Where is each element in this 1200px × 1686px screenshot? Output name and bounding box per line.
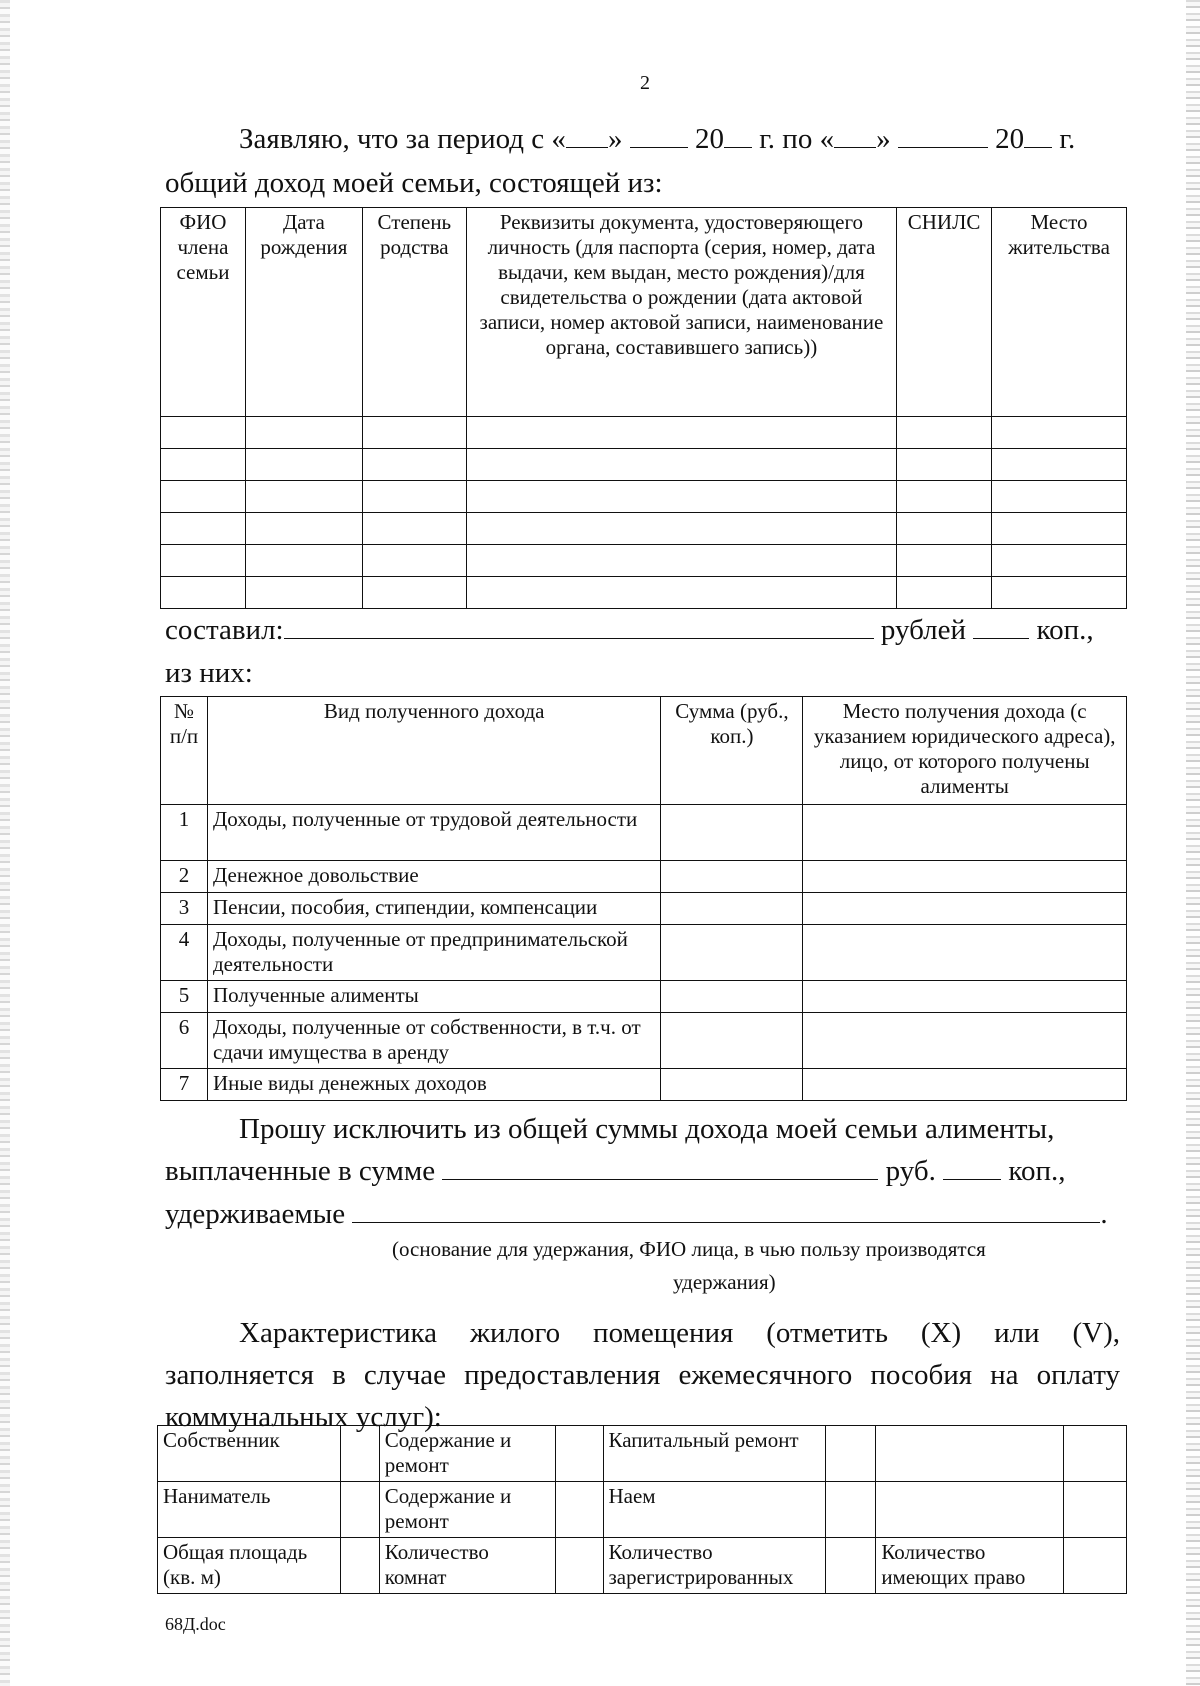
capital-repair-checkbox[interactable] <box>826 1426 876 1482</box>
table-row: 2 Денежное довольствие <box>161 861 1127 893</box>
table-row <box>161 577 1127 609</box>
from-month-blank[interactable] <box>630 122 688 148</box>
total-rubles-blank[interactable] <box>284 613 874 639</box>
table-row <box>161 449 1127 481</box>
header-birth-date: Дата рождения <box>245 208 362 417</box>
housing-table <box>157 1425 1127 1594</box>
registered-value[interactable] <box>826 1538 876 1594</box>
to-word: г. по « <box>759 123 835 155</box>
table-row <box>161 417 1127 449</box>
withheld-blank[interactable] <box>352 1197 1100 1223</box>
header-income-type: Вид полученного дохода <box>207 697 661 805</box>
from-day-blank[interactable] <box>566 122 608 148</box>
to-day-blank[interactable] <box>834 122 876 148</box>
withheld-note-line2: удержания) <box>673 1270 776 1294</box>
alimony-kop-blank[interactable] <box>943 1154 1001 1180</box>
table-row <box>161 481 1127 513</box>
table-row: 7 Иные виды денежных доходов <box>161 1069 1127 1101</box>
owner-maintenance-checkbox[interactable] <box>555 1426 603 1482</box>
withheld-note-line1: (основание для удержания, ФИО лица, в чью пользу производятся <box>392 1237 986 1261</box>
table-row <box>158 1538 1127 1594</box>
table-row: 6 Доходы, полученные от собственности, в т.ч. от сдачи имущества в аренду <box>161 1013 1127 1069</box>
table-row <box>158 1426 1127 1482</box>
footer-filename: 68Д.doc <box>165 1614 226 1634</box>
alimony-line2: выплаченные в сумме руб. коп., <box>165 1155 1066 1187</box>
total-line: составил: рублей коп., <box>165 614 1094 646</box>
rooms-value[interactable] <box>555 1538 603 1594</box>
table-row <box>161 545 1127 577</box>
housing-paragraph: Характеристика жилого помещения (отметить (X) или (V), заполняется в случае предоставления ежемесячного пособия на оплату коммунальных услуг): <box>165 1317 1120 1433</box>
from-year-blank[interactable] <box>724 122 752 148</box>
scan-edge-right <box>1186 0 1200 1686</box>
page-number: 2 <box>640 72 650 94</box>
capital-repair-label: Капитальный ремонт <box>603 1426 826 1482</box>
declaration-line1: Заявляю, что за период с « » 20 г. по « » 20 г. <box>239 123 1076 155</box>
rooms-label: Количество комнат <box>379 1538 555 1594</box>
alimony-line1: Прошу исключить из общей суммы дохода моей семьи алименты, <box>239 1113 1055 1145</box>
header-relation: Степень родства <box>362 208 466 417</box>
header-snils: СНИЛС <box>897 208 992 417</box>
header-residence: Место жительства <box>992 208 1127 417</box>
of-them-label: из них: <box>165 657 253 689</box>
table-row: 1 Доходы, полученные от трудовой деятельности <box>161 805 1127 861</box>
entitled-value[interactable] <box>1064 1538 1127 1594</box>
tenant-checkbox[interactable] <box>340 1482 379 1538</box>
declaration-start: Заявляю, что за период с « <box>239 123 566 155</box>
income-table <box>160 696 1127 1101</box>
to-month-blank[interactable] <box>898 122 988 148</box>
declaration-line2: общий доход моей семьи, состоящей из: <box>165 167 663 199</box>
maintenance-label: Содержание и ремонт <box>379 1426 555 1482</box>
total-label: составил: <box>165 614 284 646</box>
table-row <box>158 1482 1127 1538</box>
rent-checkbox[interactable] <box>826 1482 876 1538</box>
to-year-blank[interactable] <box>1024 122 1052 148</box>
table-row: 4 Доходы, полученные от предпринимательской деятельности <box>161 925 1127 981</box>
entitled-label: Количество имеющих право <box>876 1538 1064 1594</box>
header-id-document: Реквизиты документа, удостоверяющего личность (для паспорта (серия, номер, дата выдачи, кем выдан, место рождения)/для свидетельства о рождении (дата актовой записи, номер актовой записи, наименование органа, составившего запись)) <box>466 208 896 417</box>
owner-label: Собственник <box>158 1426 341 1482</box>
rent-label: Наем <box>603 1482 826 1538</box>
tenant-maintenance-label: Содержание и ремонт <box>379 1482 555 1538</box>
table-row: 5 Полученные алименты <box>161 981 1127 1013</box>
alimony-line3: удерживаемые . <box>165 1198 1108 1230</box>
table-row <box>161 513 1127 545</box>
header-number: № п/п <box>161 697 208 805</box>
table-row: 3 Пенсии, пособия, стипендии, компенсации <box>161 893 1127 925</box>
tenant-maintenance-checkbox[interactable] <box>555 1482 603 1538</box>
family-table <box>160 207 1127 609</box>
header-fio: ФИО члена семьи <box>161 208 246 417</box>
scan-edge-left <box>0 0 10 1686</box>
header-amount: Сумма (руб., коп.) <box>661 697 803 805</box>
total-area-value[interactable] <box>340 1538 379 1594</box>
alimony-rub-blank[interactable] <box>442 1154 878 1180</box>
registered-label: Количество зарегистрированных <box>603 1538 826 1594</box>
total-kop-blank[interactable] <box>973 613 1029 639</box>
tenant-label: Наниматель <box>158 1482 341 1538</box>
total-area-label: Общая площадь (кв. м) <box>158 1538 341 1594</box>
header-income-place: Место получения дохода (с указанием юридического адреса), лицо, от которого получены алименты <box>803 697 1127 805</box>
owner-checkbox[interactable] <box>340 1426 379 1482</box>
